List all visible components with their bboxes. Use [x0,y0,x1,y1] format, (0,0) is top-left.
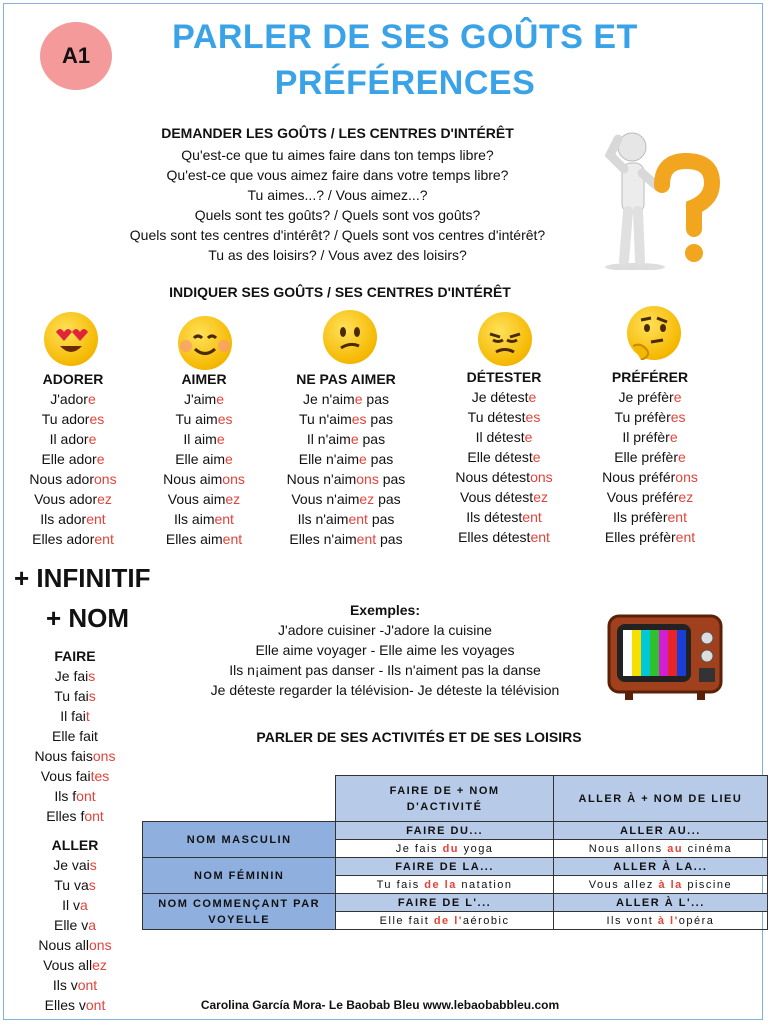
conjugation-row: Ils vont [52,977,98,993]
conjugation-row: Je déteste [471,389,537,405]
conjugation-row: Je n'aime pas [303,391,389,407]
conjugation-row: Ils n'aiment pas [297,511,395,527]
conjugation-row: Elles n'aiment pas [289,531,403,547]
infinitif-heading: + INFINITIF [14,563,151,593]
example-cell: Vous allez à la piscine [553,876,767,894]
question-line: Tu aimes...? / Vous aimez...? [247,187,428,203]
conjugation-row: Nous allons [38,937,112,953]
cell-header: ALLER AU... [553,822,767,840]
conjugation-row: Tu préfères [614,409,686,425]
conjugation-row: Nous préférons [602,469,698,485]
conjugation-row: Elles font [46,808,104,824]
verb-column-faire [20,646,130,826]
verb-name: NE PAS AIMER [296,371,396,387]
conjugation-row: Elle va [53,917,97,933]
conjugation-row: Ils préfèrent [613,509,687,525]
verb-column-ne-pas-aimer [276,369,416,549]
ask-questions [90,145,585,265]
conjugation-row: Tu détestes [467,409,541,425]
cell-header: FAIRE DE L'... [336,894,554,912]
activities-heading: PARLER DE SES ACTIVITÉS ET DE SES LOISIRS [256,729,582,745]
verb-name: ADORER [42,371,104,387]
conjugation-row: Vous aimez [167,491,241,507]
conjugation-row: Elles aiment [165,531,243,547]
column-header-faire: FAIRE DE + NOM D'ACTIVITÉ [336,776,554,822]
verb-name: PRÉFÉRER [611,369,689,385]
verb-name: DÉTESTER [466,369,542,385]
question-line: Quels sont tes centres d'intérêt? / Quels sont vos centres d'intérêt? [129,227,546,243]
level-badge: A1 [40,22,112,90]
conjugation-row: Nous aimons [163,471,245,487]
conjugation-row: Vous détestez [460,489,548,505]
example-line: Elle aime voyager - Elle aime les voyages [255,642,515,658]
conjugation-row: Il adore [49,431,97,447]
table-row [143,858,768,876]
examples-heading: Exemples: [349,602,421,618]
conjugation-row: J'adore [50,391,96,407]
conjugation-row: Nous n'aimons pas [286,471,406,487]
conjugation-row: Nous faisons [34,748,116,764]
verb-column-detester [434,367,574,547]
verb-column-aller [20,835,130,1015]
column-header-aller: ALLER À + NOM DE LIEU [553,776,767,822]
conjugation-row: Je fais [54,668,96,684]
conjugation-row: Il n'aime pas [306,431,386,447]
question-line: Qu'est-ce que vous aimez faire dans votre temps libre? [166,167,509,183]
smiling-emoji-icon [178,316,232,370]
conjugation-row: Tu vas [54,877,96,893]
conjugation-row: Il fait [60,708,90,724]
conjugation-row: Elle déteste [467,449,541,465]
conjugation-row: Il préfère [622,429,678,445]
verb-column-preferer [580,367,720,547]
conjugation-row: Ils font [54,788,96,804]
conjugation-row: Il va [62,897,88,913]
cell-header: ALLER À L'... [553,894,767,912]
conjugation-row: Nous adorons [29,471,117,487]
conjugation-row: Elles vont [44,997,106,1013]
conjugation-row: Ils adorent [40,511,106,527]
conjugation-row: Ils aiment [174,511,234,527]
example-cell: Je fais du yoga [336,840,554,858]
examples-block [180,600,590,700]
conjugation-row: Je préfère [618,389,682,405]
verb-column-aimer [134,369,274,549]
conjugation-row: Vous adorez [34,491,112,507]
confused-emoji-icon [323,310,377,364]
conjugation-row: Vous faites [40,768,110,784]
conjugation-row: Vous allez [43,957,107,973]
table-row [143,776,768,822]
verb-column-adorer [3,369,143,549]
example-cell: Tu fais de la natation [336,876,554,894]
example-cell: Elle fait de l'aérobic [336,912,554,930]
conjugation-row: Vous n'aimez pas [291,491,401,507]
heart-eyes-emoji-icon [44,312,98,366]
verb-name: ALLER [51,837,99,853]
conjugation-row: Je vais [53,857,97,873]
table-row [143,894,768,912]
row-label-masculin: NOM MASCULIN [143,822,336,858]
conjugation-row: Elles préfèrent [604,529,696,545]
ask-heading: DEMANDER LES GOÛTS / LES CENTRES D'INTÉRÊT [161,125,514,141]
example-line: J'adore cuisiner -J'adore la cuisine [278,622,492,638]
indicate-heading: INDIQUER SES GOÛTS / SES CENTRES D'INTÉRÊT [169,284,511,300]
nom-heading: + NOM [46,603,130,633]
title-line-1: PARLER DE SES GOÛTS ET [172,18,638,56]
footer-credit: Carolina García Mora- Le Baobab Bleu www.lebaobabbleu.com [200,998,560,1012]
example-cell: Ils vont à l'opéra [553,912,767,930]
cell-header: FAIRE DU... [336,822,554,840]
activities-table [142,775,768,930]
conjugation-row: Elles détestent [458,529,550,545]
conjugation-row: Tu adores [41,411,105,427]
conjugation-row: Ils détestent [466,509,542,525]
question-line: Tu as des loisirs? / Vous avez des loisirs? [208,247,467,263]
conjugation-row: Elle fait [52,728,98,744]
conjugation-row: Tu aimes [175,411,233,427]
thinking-emoji-icon [627,306,681,360]
conjugation-row: Elle n'aime pas [298,451,394,467]
question-line: Qu'est-ce que tu aimes faire dans ton temps libre? [181,147,494,163]
conjugation-row: Elles adorent [32,531,114,547]
example-line: Ils n¡aiment pas danser - Ils n'aiment pas la danse [229,662,541,678]
conjugation-row: Tu n'aimes pas [299,411,393,427]
conjugation-row: Nous détestons [455,469,553,485]
conjugation-row: Elle préfère [614,449,686,465]
table-row [143,822,768,840]
question-line: Quels sont tes goûts? / Quels sont vos goûts? [194,207,481,223]
conjugation-row: Il aime [183,431,225,447]
verb-name: FAIRE [54,648,96,664]
title-line-2: PRÉFÉRENCES [274,64,536,102]
verb-name: AIMER [181,371,227,387]
example-line: Je déteste regarder la télévision- Je déteste la télévision [210,682,560,698]
conjugation-row: Elle aime [175,451,233,467]
row-label-feminin: NOM FÉMININ [143,858,336,894]
television-icon [605,610,725,702]
disappointed-emoji-icon [478,312,532,366]
conjugation-row: J'aime [183,391,225,407]
conjugation-row: Tu fais [54,688,96,704]
row-label-voyelle: NOM COMMENÇANT PAR VOYELLE [143,894,336,930]
conjugation-row: Il déteste [475,429,533,445]
example-cell: Nous allons au cinéma [553,840,767,858]
cell-header: FAIRE DE LA... [336,858,554,876]
conjugation-row: Elle adore [41,451,105,467]
cell-header: ALLER À LA... [553,858,767,876]
thinking-figure-icon [600,125,730,270]
conjugation-row: Vous préférez [606,489,694,505]
